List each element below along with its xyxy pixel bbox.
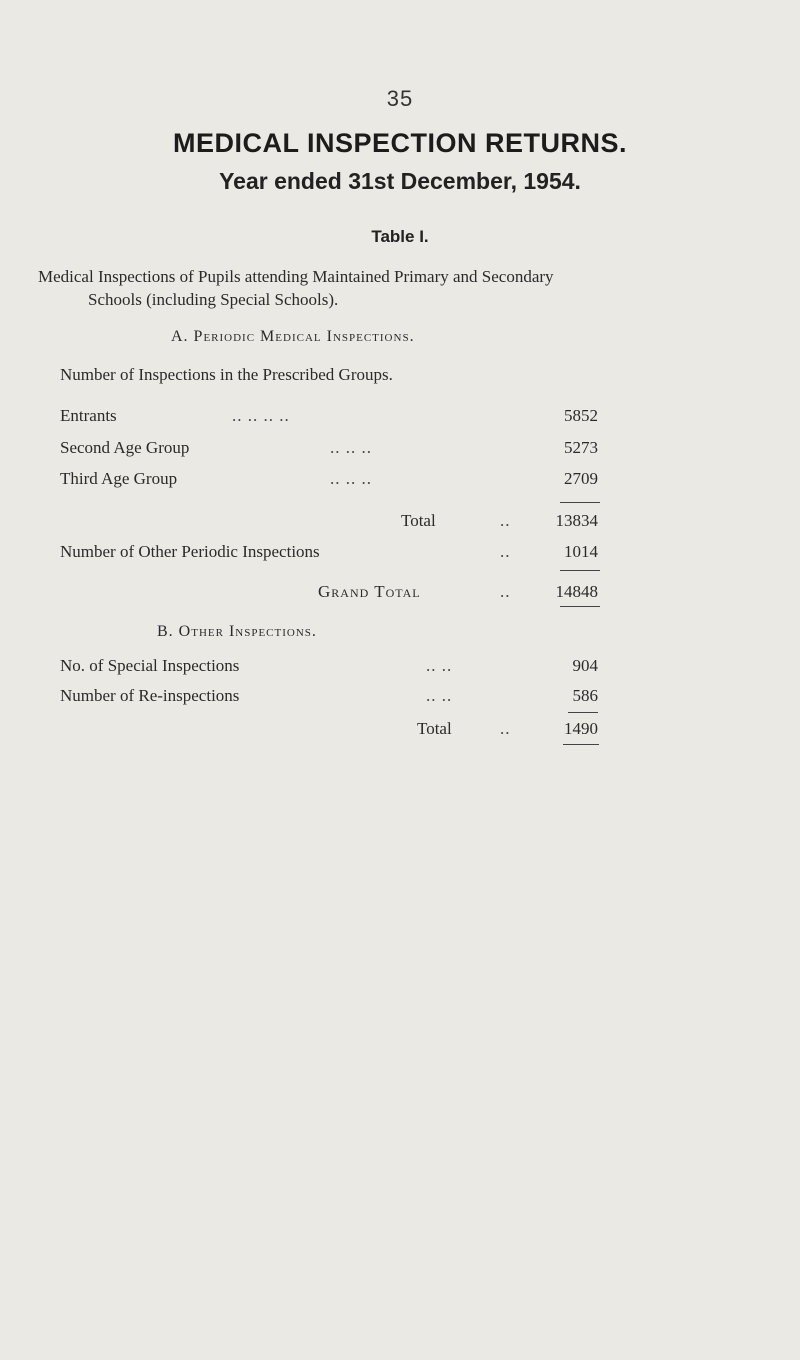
grand-total-rule xyxy=(560,570,600,571)
section-b-total-label: Total xyxy=(417,719,452,738)
value-entrants: 5852 xyxy=(564,406,598,425)
row-leader-dots: .. xyxy=(500,542,511,561)
row-leader-dots: .. .. xyxy=(426,656,453,675)
row-leader-dots: .. xyxy=(500,582,511,601)
section-b-total-underline xyxy=(563,744,599,745)
value-re-inspections: 586 xyxy=(572,686,598,705)
row-label-re-inspections: Number of Re-inspections xyxy=(60,686,240,705)
section-a-total-label: Total xyxy=(401,511,436,530)
value-other-periodic: 1014 xyxy=(564,542,598,561)
section-a-heading: A. Periodic Medical Inspections. xyxy=(171,328,415,345)
value-second-age-group: 5273 xyxy=(564,438,598,457)
value-special-inspections: 904 xyxy=(572,656,598,675)
row-label-entrants: Entrants xyxy=(60,406,117,425)
row-leader-dots: .. .. .. .. xyxy=(232,406,290,425)
row-leader-dots: .. .. .. xyxy=(330,469,372,488)
table-label: Table I. xyxy=(371,227,429,246)
grand-total-label: Grand Total xyxy=(318,582,421,601)
table-description-line-1: Medical Inspections of Pupils attending Maintained Primary and Secondary xyxy=(38,267,554,286)
row-leader-dots: .. xyxy=(500,719,511,738)
row-leader-dots: .. .. xyxy=(426,686,453,705)
value-grand-total: 14848 xyxy=(555,582,598,601)
row-label-special-inspections: No. of Special Inspections xyxy=(60,656,240,675)
section-b-subtotal-rule xyxy=(568,712,598,713)
section-a-intro: Number of Inspections in the Prescribed Groups. xyxy=(60,365,393,384)
table-description-line-2: Schools (including Special Schools). xyxy=(88,290,339,309)
grand-total-underline xyxy=(560,606,600,607)
row-label-other-periodic: Number of Other Periodic Inspections xyxy=(60,542,320,561)
section-b-heading: B. Other Inspections. xyxy=(157,623,317,640)
page-number: 35 xyxy=(386,86,414,111)
row-label-third-age-group: Third Age Group xyxy=(60,469,178,488)
value-section-a-total: 13834 xyxy=(555,511,598,530)
row-leader-dots: .. .. .. xyxy=(330,438,372,457)
page-subtitle: Year ended 31st December, 1954. xyxy=(219,168,581,194)
row-leader-dots: .. xyxy=(500,511,511,530)
page-title: MEDICAL INSPECTION RETURNS. xyxy=(172,128,628,158)
value-third-age-group: 2709 xyxy=(564,469,598,488)
subtotal-rule xyxy=(560,502,600,503)
value-section-b-total: 1490 xyxy=(564,719,598,738)
row-label-second-age-group: Second Age Group xyxy=(60,438,190,457)
